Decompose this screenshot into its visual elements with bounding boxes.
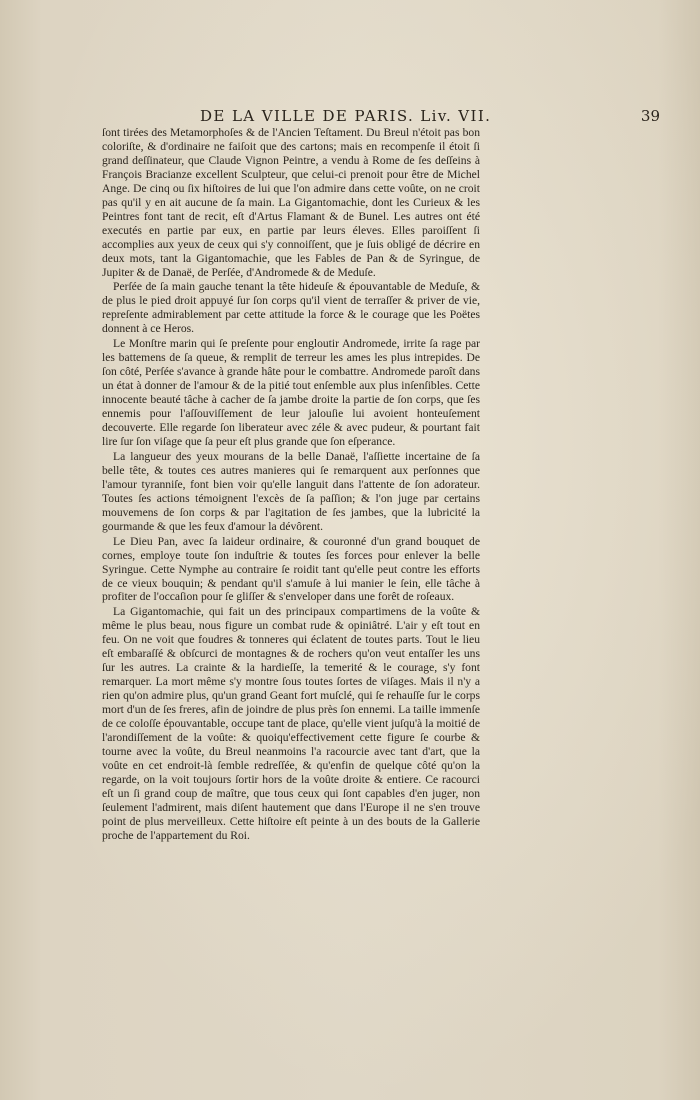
paragraph-continued: ſont tirées des Metamorphoſes & de l'Ancien Teſtament. Du Breul n'étoit pas bon coloriſte, & d'ordinaire ne faiſoit que des cartons; mais en recompenſe il étoit ſi grand deſſinateur, que Claude Vignon Peintre, a vendu à Rome de ſes deſſeins à François Bracianze excellent Sculpteur, que celui-ci prenoit pour être de Michel Ange. De cinq ou ſix hiſtoires de lui que l'on admire dans cette voûte, on ne croit pas qu'il y en ait aucune de ſa main. La Gigantomachie, dont les Curieux & les Peintres font tant de recit, eſt d'Artus Flamant & de Bunel. Les autres ont été executés en partie par eux, en partie par leurs éleves. Elles paroiſſent ſi accomplies aux yeux de ceux qui s'y connoiſſent, que je ſuis obligé de décrire en deux mots, tant la Gigantomachie, que les Fables de Pan & de Syringue, de Jupiter & de Danaë, de Perſée, d'Andromede & de Meduſe. — [102, 126, 480, 279]
page-number: 39 — [640, 107, 660, 125]
page-header — [200, 107, 660, 127]
paragraph-pan-syringue: Le Dieu Pan, avec ſa laideur ordinaire, & couronné d'un grand bouquet de cornes, employe toute ſon induſtrie & toutes ſes forces pour enlever la belle Syringue. Cette Nymphe au contraire ſe roidit tant qu'elle peut contre les efforts de ce vieux bouquin; & pendant qu'il s'amuſe à lui manier le ſein, elle tâche à profiter de l'occaſion pour ſe gliſſer & s'enveloper dans une forêt de roſeaux. — [102, 534, 480, 604]
paragraph-persee: Perſée de ſa main gauche tenant la tête hideuſe & épouvantable de Meduſe, & de plus le pied droit appuyé ſur ſon corps qu'il vient de terraſſer & priver de vie, repreſente admirablement par cette attitude la force & le courage que les Poëtes donnent à ce Heros. — [102, 280, 480, 336]
running-title: DE LA VILLE DE PARIS. Liv. VII. — [200, 107, 492, 125]
paragraph-danae: La langueur des yeux mourans de la belle Danaë, l'aſſiette incertaine de ſa belle tête, & toutes ces autres manieres qui ſe remarquent aux perſonnes que l'amour tyranniſe, font bien voir qu'elle languit dans l'attente de ſon adorateur. Toutes ſes actions témoignent l'excès de ſa paſſion; & l'on juge par certains mouvemens de ſon corps & par l'agitation de ſes jambes, que la lubricité la gourmande & que les feux d'amour la dévôrent. — [102, 449, 480, 533]
body-text — [102, 126, 480, 843]
paragraph-gigantomachie: La Gigantomachie, qui fait un des principaux compartimens de la voûte & même le plus beau, nous figure un combat rude & opiniâtré. L'air y eſt tout en feu. On ne voit que foudres & tonneres qui éclatent de toutes parts. Tout le lieu eſt embaraſſé & obſcurci de montagnes & de rochers qu'on veut entaſſer les uns ſur les autres. La crainte & la hardieſſe, la temerité & le courage, s'y font remarquer. La mort même s'y montre ſous toutes ſortes de viſages. Mais il n'y a rien qu'on admire plus, qu'un grand Geant fort muſclé, qui ſe rehauſſe ſur le corps mort d'un de ſes freres, afin de joindre de plus près ſon ennemi. La taille immenſe de ce coloſſe épouvantable, occupe tant de place, qu'elle vient juſqu'à la moitié de l'arondiſſement de la voûte: & quoiqu'effectivement cette figure ſe courbe & tourne avec la voûte, du Breul neanmoins l'a racourcie avec tant d'art, que la voûte en cet endroit-là ſemble redreſſée, & qu'enfin de quelque côté qu'on la regarde, on la voit toujours ſortir hors de la voûte droite & entiere. Ce racourci eſt un ſi grand coup de maître, que tous ceux qui ſont capables d'en juger, non ſeulement l'admirent, mais diſent hautement que dans l'Europe il ne s'en trouve point de plus merveilleux. Cette hiſtoire eſt peinte à un des bouts de la Gallerie proche de l'appartement du Roi. — [102, 605, 480, 842]
paragraph-andromede: Le Monſtre marin qui ſe preſente pour engloutir Andromede, irrite ſa rage par les battemens de ſa queue, & remplit de terreur les ames les plus intrepides. De ſon côté, Perſée s'avance à grande hâte pour le combattre. Andromede paroît dans un état à donner de l'amour & de la pitié tout enſemble aux plus inſenſibles. Cette innocente beauté tâche à cacher de ſa jambe droite la partie de ſon corps, que ſes ennemis pour l'aſſouviſſement de leur jalouſie lui avoient honteuſement decouverte. Elle regarde ſon liberateur avec zéle & avec pudeur, & pourtant fait lire ſur ſon viſage que ſa peur eſt plus grande que ſon eſperance. — [102, 337, 480, 448]
